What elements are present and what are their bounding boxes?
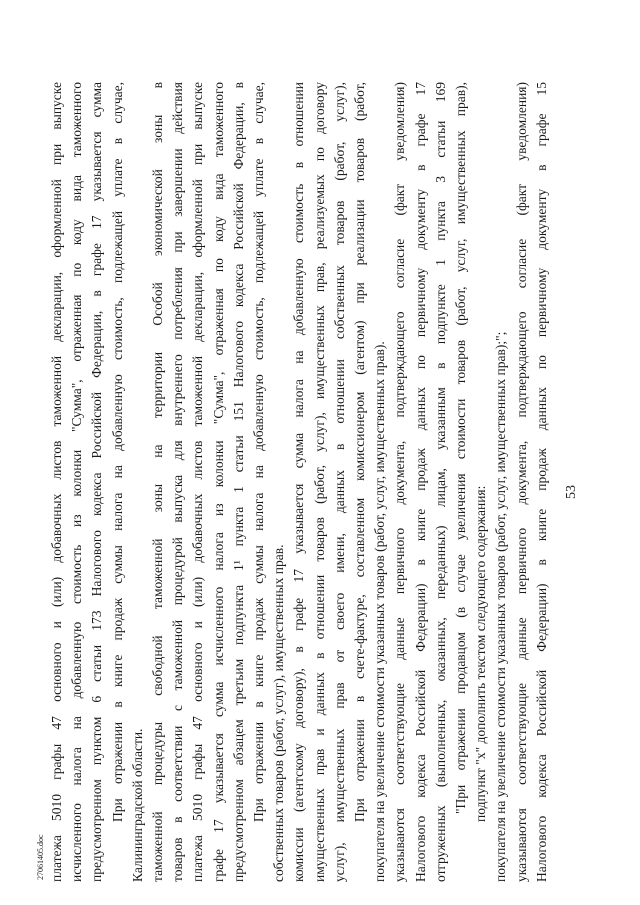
text-line: платежа 5010 графы 47 основного и (или) добавочных листов таможенной декларации, оформленной при выпуске [49, 82, 64, 882]
text-line: "При отражении продавцом (в случае увеличения стоимости товаров (работ, услуг, имущественных прав), [453, 82, 468, 814]
text-line: услуг), имущественных прав от своего имени, данных в отношении собственных товаров (работ, услуг), [331, 82, 347, 882]
text-line: предусмотренном абзацем третьим подпункта 1¹ пункта 1 статьи 151 Налогового кодекса Российской Федерации, в [230, 82, 246, 882]
text-line: Калининградской области. [129, 728, 145, 882]
text-line: покупателя на увеличение стоимости указанных товаров (работ, услуг, имущественных прав). [372, 341, 388, 882]
text-line: комиссии (агентскому договору), в графе 17 указывается сумма налога на добавленную стоимость в отношении [291, 82, 307, 882]
text-line: указываются соответствующие данные первичного документа, подтверждающего согласие (факт уведомления) [513, 82, 529, 882]
text-line: собственных товаров (работ, услуг), имущественных прав. [271, 544, 287, 882]
text-line: отгруженных (выполненных, оказанных, переданных) лицам, указанным в подпункте 1 пункта 3 статьи 169 [432, 82, 448, 882]
text-line: графе 17 указывается сумма исчисленного налога из колонки "Сумма", отраженная по коду вида таможенного [210, 82, 226, 882]
text-line: Налогового кодекса Российской Федерации) в книге продаж данных по первичному документу в графе 17 [412, 82, 428, 882]
text-line: исчисленного налога на добавленную стоимость из колонки "Сумма", отраженная по коду вида таможенного [69, 82, 85, 882]
page-number: 53 [564, 485, 579, 499]
text-line: имущественных прав и данных в отношении товаров (работ, услуг), имущественных прав, реализуемых по договору [311, 82, 327, 882]
footer-doc-code: 27061405.doc [36, 834, 45, 880]
rotated-page-content [36, 82, 580, 882]
text-line: Налогового кодекса Российской Федерации) в книге продаж данных по первичному документу в графе 15 [533, 82, 549, 882]
text-line: покупателя на увеличение стоимости указанных товаров (работ, услуг, имущественных прав);"; [493, 331, 509, 882]
text-line: подпункт "х" дополнить текстом следующего содержания: [473, 485, 489, 822]
text-line: товаров в соответствии с таможенной процедурой выпуска для внутреннего потребления при завершении действия [170, 82, 186, 882]
text-line: При отражении в счете-фактуре, составленном комиссионером (агентом) при реализации товаров (работ, [352, 82, 367, 822]
text-line: предусмотренном пунктом 6 статьи 173 Налогового кодекса Российской Федерации, в графе 17 указывается сумма [89, 82, 105, 882]
text-line: При отражении в книге продаж суммы налога на добавленную стоимость, подлежащей уплате в случае, [109, 82, 125, 822]
text-line: При отражении в книге продаж суммы налога на добавленную стоимость, подлежащей уплате в случае, [251, 82, 266, 822]
text-line: указываются соответствующие данные первичного документа, подтверждающего согласие (факт уведомления) [392, 82, 408, 882]
text-line: таможенной процедуры свободной таможенной зоны на территории Особой экономической зоны в [150, 82, 165, 882]
text-line: платежа 5010 графы 47 основного и (или) добавочных листов таможенной декларации, оформленной при выпуске [190, 82, 206, 882]
